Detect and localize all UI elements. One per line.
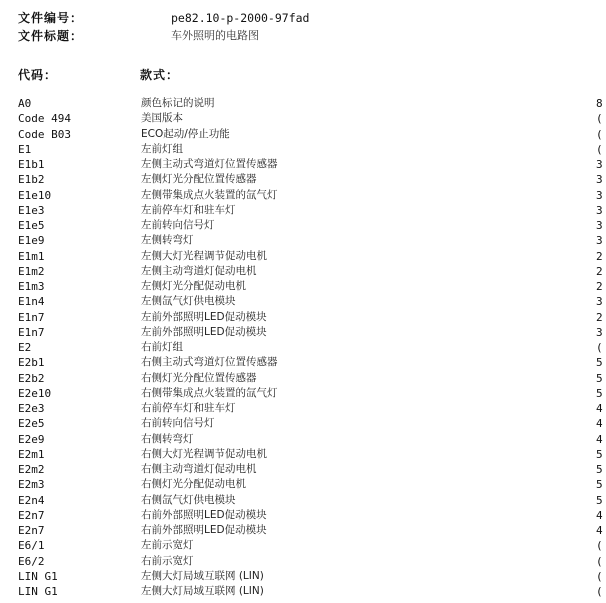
list-item	[0, 203, 603, 218]
component-code: E2n4	[18, 493, 45, 507]
component-description: 右侧灯光分配位置传感器	[141, 371, 257, 384]
list-item	[0, 355, 603, 370]
component-code: E1m3	[18, 280, 45, 293]
list-item	[0, 218, 603, 233]
truncated-column-text: 3	[596, 203, 603, 217]
component-description: 左侧大灯局域互联网 (LIN)	[141, 569, 264, 582]
truncated-column-text: (	[596, 569, 603, 583]
truncated-column-text: 5	[596, 371, 603, 385]
list-item	[0, 386, 603, 401]
component-list	[0, 96, 603, 599]
list-item	[0, 554, 603, 569]
component-code: E6/1	[18, 539, 45, 553]
truncated-column-text: 5	[596, 447, 603, 461]
truncated-column-text: 3	[596, 295, 603, 309]
truncated-column-text: 4	[596, 508, 603, 522]
list-item	[0, 279, 603, 294]
component-code: E2n7	[18, 508, 45, 522]
truncated-column-text: 3	[596, 234, 603, 248]
list-item	[0, 249, 603, 264]
component-code: E2m2	[18, 463, 45, 476]
truncated-column-text: 5	[596, 386, 603, 400]
component-code: E1n7	[18, 325, 45, 339]
component-description: 左侧大灯光程调节促动电机	[141, 249, 267, 262]
style-column-header: 款式：	[140, 68, 180, 82]
truncated-column-text: 5	[596, 356, 603, 370]
truncated-column-text: (	[596, 585, 603, 598]
truncated-column-text: 5	[596, 478, 603, 492]
component-code: E1e3	[18, 203, 45, 217]
component-code: E2e5	[18, 417, 45, 431]
component-description: 左侧转弯灯	[141, 234, 194, 247]
component-description: 美国版本	[141, 112, 183, 125]
list-item	[0, 340, 603, 355]
list-item	[0, 111, 603, 126]
truncated-column-text: 4	[596, 432, 603, 446]
document-title-value: 车外照明的电路图	[171, 29, 259, 42]
component-code: Code B03	[18, 127, 71, 141]
truncated-column-text: (	[596, 539, 603, 553]
component-description: 左侧带集成点火装置的氙气灯	[141, 188, 278, 201]
document-number-value: pe82.10-p-2000-97fad	[171, 11, 310, 25]
truncated-column-text: 3	[596, 173, 603, 187]
component-description: 右侧灯光分配促动电机	[141, 478, 246, 491]
list-item	[0, 294, 603, 309]
truncated-column-text: 2	[596, 264, 603, 278]
list-item	[0, 96, 603, 111]
list-item	[0, 508, 603, 523]
component-code: E2e3	[18, 402, 45, 415]
component-code: E1	[18, 142, 32, 156]
truncated-column-text: 4	[596, 417, 603, 431]
component-description: 左前转向信号灯	[141, 219, 215, 231]
truncated-column-text: 2	[596, 280, 603, 293]
list-item	[0, 264, 603, 279]
truncated-column-text: 3	[596, 158, 603, 171]
component-code: E1m1	[18, 249, 45, 263]
component-code: E2e9	[18, 432, 45, 446]
component-code: E1n7	[18, 310, 45, 324]
component-code: E1b2	[18, 173, 45, 187]
truncated-column-text: 4	[596, 402, 603, 415]
list-item	[0, 432, 603, 447]
component-description: 右前灯组	[141, 341, 183, 353]
list-item	[0, 371, 603, 386]
list-item	[0, 325, 603, 340]
component-code: E2	[18, 341, 32, 354]
component-description: 右侧带集成点火装置的氙气灯	[141, 386, 278, 399]
document-title-label: 文件标题：	[18, 29, 84, 43]
component-description: 左前外部照明LED促动模块	[141, 310, 267, 323]
list-item	[0, 462, 603, 477]
component-description: 颜色标记的说明	[141, 97, 215, 109]
truncated-column-text: 3	[596, 188, 603, 202]
list-item	[0, 493, 603, 508]
component-description: 右前示宽灯	[141, 554, 194, 567]
list-item	[0, 127, 603, 142]
list-item	[0, 157, 603, 172]
component-code: Code 494	[18, 112, 71, 126]
component-code: E1e10	[18, 188, 52, 202]
component-description: 左前示宽灯	[141, 539, 194, 552]
list-item	[0, 584, 603, 599]
list-item	[0, 523, 603, 538]
list-item	[0, 477, 603, 492]
component-description: 左侧大灯局域互联网 (LIN)	[141, 585, 264, 597]
truncated-column-text: 8	[596, 97, 603, 110]
component-code: LIN G1	[18, 569, 58, 583]
list-item	[0, 172, 603, 187]
component-description: 右前外部照明LED促动模块	[141, 524, 267, 536]
component-code: E6/2	[18, 554, 45, 568]
component-description: 左侧灯光分配促动电机	[141, 280, 246, 292]
list-item	[0, 447, 603, 462]
truncated-column-text: 2	[596, 310, 603, 324]
component-code: E2n7	[18, 524, 45, 537]
component-description: 左前灯组	[141, 142, 183, 155]
component-code: E2b1	[18, 356, 45, 370]
truncated-column-text: 4	[596, 524, 603, 537]
truncated-column-text: 5	[596, 463, 603, 476]
component-description: 左侧氙气灯供电模块	[141, 295, 236, 308]
component-description: ECO起动/停止功能	[141, 127, 230, 140]
truncated-column-text: (	[596, 127, 603, 141]
list-item	[0, 233, 603, 248]
list-item	[0, 310, 603, 325]
truncated-column-text: (	[596, 554, 603, 568]
truncated-column-text: (	[596, 142, 603, 156]
list-item	[0, 142, 603, 157]
component-code: E2b2	[18, 371, 45, 385]
component-description: 左侧主动式弯道灯位置传感器	[141, 158, 278, 170]
component-code: LIN G1	[18, 585, 58, 598]
component-description: 左侧主动弯道灯促动电机	[141, 264, 257, 277]
component-description: 右前停车灯和驻车灯	[141, 402, 236, 414]
component-description: 左侧灯光分配位置传感器	[141, 173, 257, 186]
document-number-label: 文件编号：	[18, 11, 84, 25]
list-item	[0, 569, 603, 584]
component-description: 右侧转弯灯	[141, 432, 194, 445]
component-code: E2m1	[18, 447, 45, 461]
component-code: E1e9	[18, 234, 45, 248]
truncated-column-text: 3	[596, 219, 603, 232]
list-item	[0, 401, 603, 416]
truncated-column-text: 2	[596, 249, 603, 263]
list-item	[0, 538, 603, 553]
component-code: E1n4	[18, 295, 45, 309]
truncated-column-text: 3	[596, 325, 603, 339]
component-code: E1m2	[18, 264, 45, 278]
truncated-column-text: 5	[596, 493, 603, 507]
list-item	[0, 416, 603, 431]
code-column-header: 代码：	[18, 68, 58, 82]
component-code: E1b1	[18, 158, 45, 171]
component-code: E2e10	[18, 386, 52, 400]
component-description: 左前停车灯和驻车灯	[141, 203, 236, 216]
component-code: A0	[18, 97, 32, 110]
component-description: 右前外部照明LED促动模块	[141, 508, 267, 521]
component-description: 右前转向信号灯	[141, 417, 215, 430]
component-description: 右侧主动式弯道灯位置传感器	[141, 356, 278, 369]
component-code: E1e5	[18, 219, 45, 232]
component-description: 右侧主动弯道灯促动电机	[141, 463, 257, 475]
component-description: 右侧大灯光程调节促动电机	[141, 447, 267, 460]
list-item	[0, 188, 603, 203]
component-description: 右侧氙气灯供电模块	[141, 493, 236, 506]
truncated-column-text: (	[596, 112, 603, 126]
component-description: 左前外部照明LED促动模块	[141, 325, 267, 338]
component-code: E2m3	[18, 478, 45, 492]
truncated-column-text: (	[596, 341, 603, 354]
